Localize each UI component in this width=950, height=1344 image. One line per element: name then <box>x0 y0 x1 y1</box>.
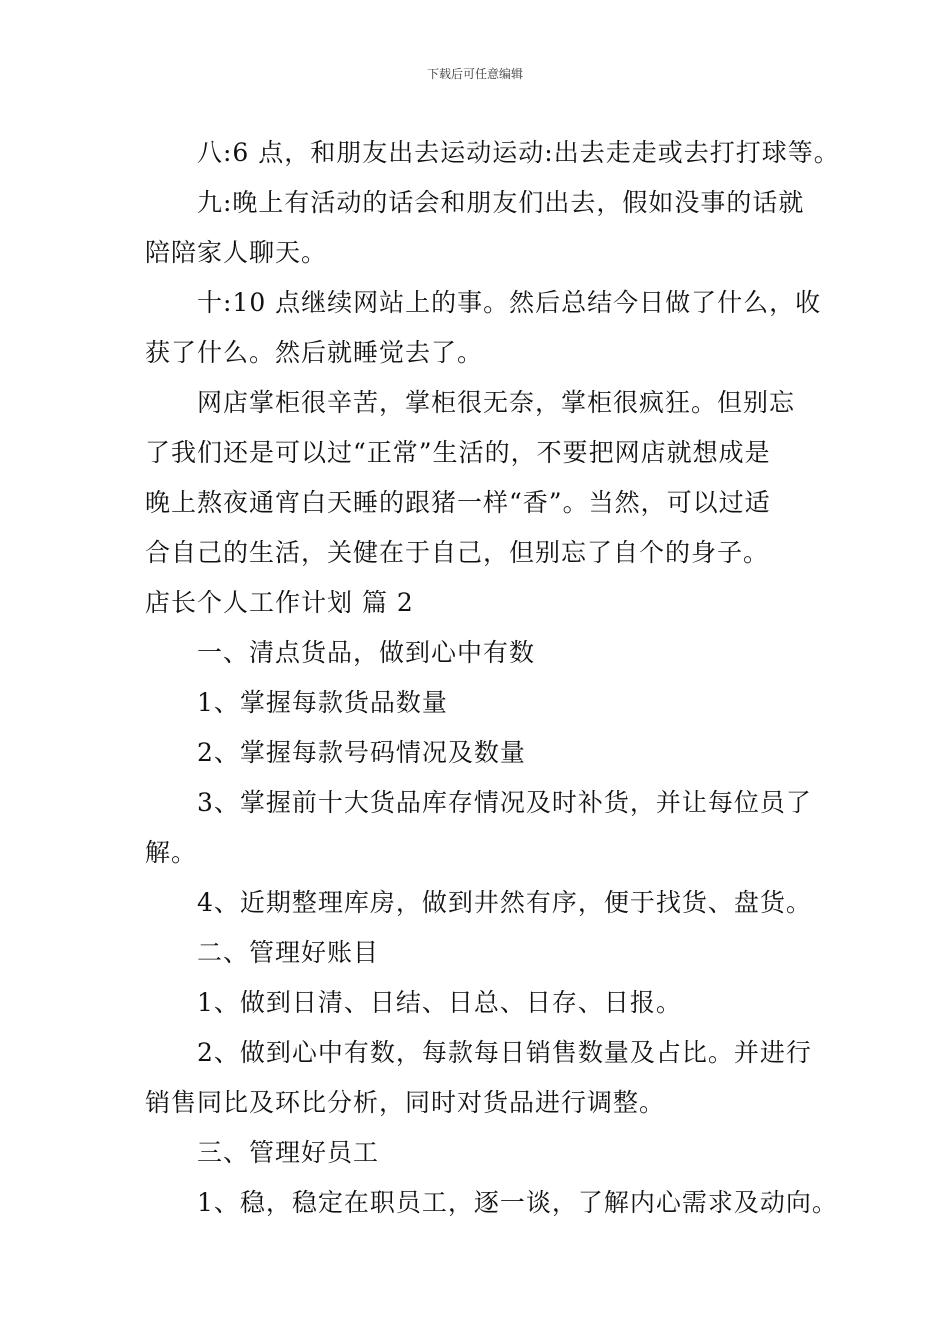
text-line: 陪陪家人聊天。 <box>145 238 328 267</box>
section-title-1 <box>145 628 813 678</box>
section-title-3 <box>145 1128 813 1178</box>
text-line: 解。 <box>145 838 198 867</box>
text-line: 2、掌握每款号码情况及数量 <box>197 738 526 767</box>
document-body <box>145 128 840 1228</box>
text-line: 1、稳，稳定在职员工，逐一谈，了解内心需求及动向。 <box>197 1188 838 1217</box>
paragraph-item-8 <box>145 128 840 178</box>
text-line: 获了什么。然后就睡觉去了。 <box>145 338 484 367</box>
list-item <box>145 728 813 778</box>
list-item <box>145 978 813 1028</box>
text-line: 一、清点货品，做到心中有数 <box>197 638 536 667</box>
text-line: 十:10 点继续网站上的事。然后总结今日做了什么，收 <box>197 288 822 317</box>
text-line: 晚上熬夜通宵白天睡的跟猪一样“香”。当然，可以过适 <box>145 488 771 517</box>
text-line: 八:6 点，和朋友出去运动运动:出去走走或去打打球等。 <box>197 138 840 167</box>
paragraph-summary <box>145 378 813 578</box>
text-line: 1、做到日清、日结、日总、日存、日报。 <box>197 988 682 1017</box>
text-line: 二、管理好账目 <box>197 938 380 967</box>
heading-line: 店长个人工作计划 篇 2 <box>145 588 414 617</box>
text-line: 4、近期整理库房，做到井然有序，便于找货、盘货。 <box>197 888 812 917</box>
text-line: 合自己的生活，关健在于自己，但别忘了自个的身子。 <box>145 538 770 567</box>
list-item <box>145 778 813 878</box>
paragraph-item-10 <box>145 278 822 378</box>
page-header: 下载后可任意编辑 <box>426 67 523 81</box>
text-line: 三、管理好员工 <box>197 1138 380 1167</box>
text-line: 1、掌握每款货品数量 <box>197 688 448 717</box>
text-line: 2、做到心中有数，每款每日销售数量及占比。并进行 <box>197 1038 812 1067</box>
text-line: 九:晚上有活动的话会和朋友们出去，假如没事的话就 <box>197 188 805 217</box>
list-item <box>145 878 813 928</box>
text-line: 3、掌握前十大货品库存情况及时补货，并让每位员了 <box>197 788 812 817</box>
text-line: 了我们还是可以过“正常”生活的，不要把网店就想成是 <box>145 438 771 467</box>
section-heading <box>145 578 813 628</box>
list-item <box>145 1028 813 1128</box>
paragraph-item-9 <box>145 178 813 278</box>
text-line: 网店掌柜很辛苦，掌柜很无奈，掌柜很疯狂。但别忘 <box>197 388 796 417</box>
list-item <box>145 1178 838 1228</box>
list-item <box>145 678 813 728</box>
section-title-2 <box>145 928 813 978</box>
text-line: 销售同比及环比分析，同时对货品进行调整。 <box>145 1088 666 1117</box>
